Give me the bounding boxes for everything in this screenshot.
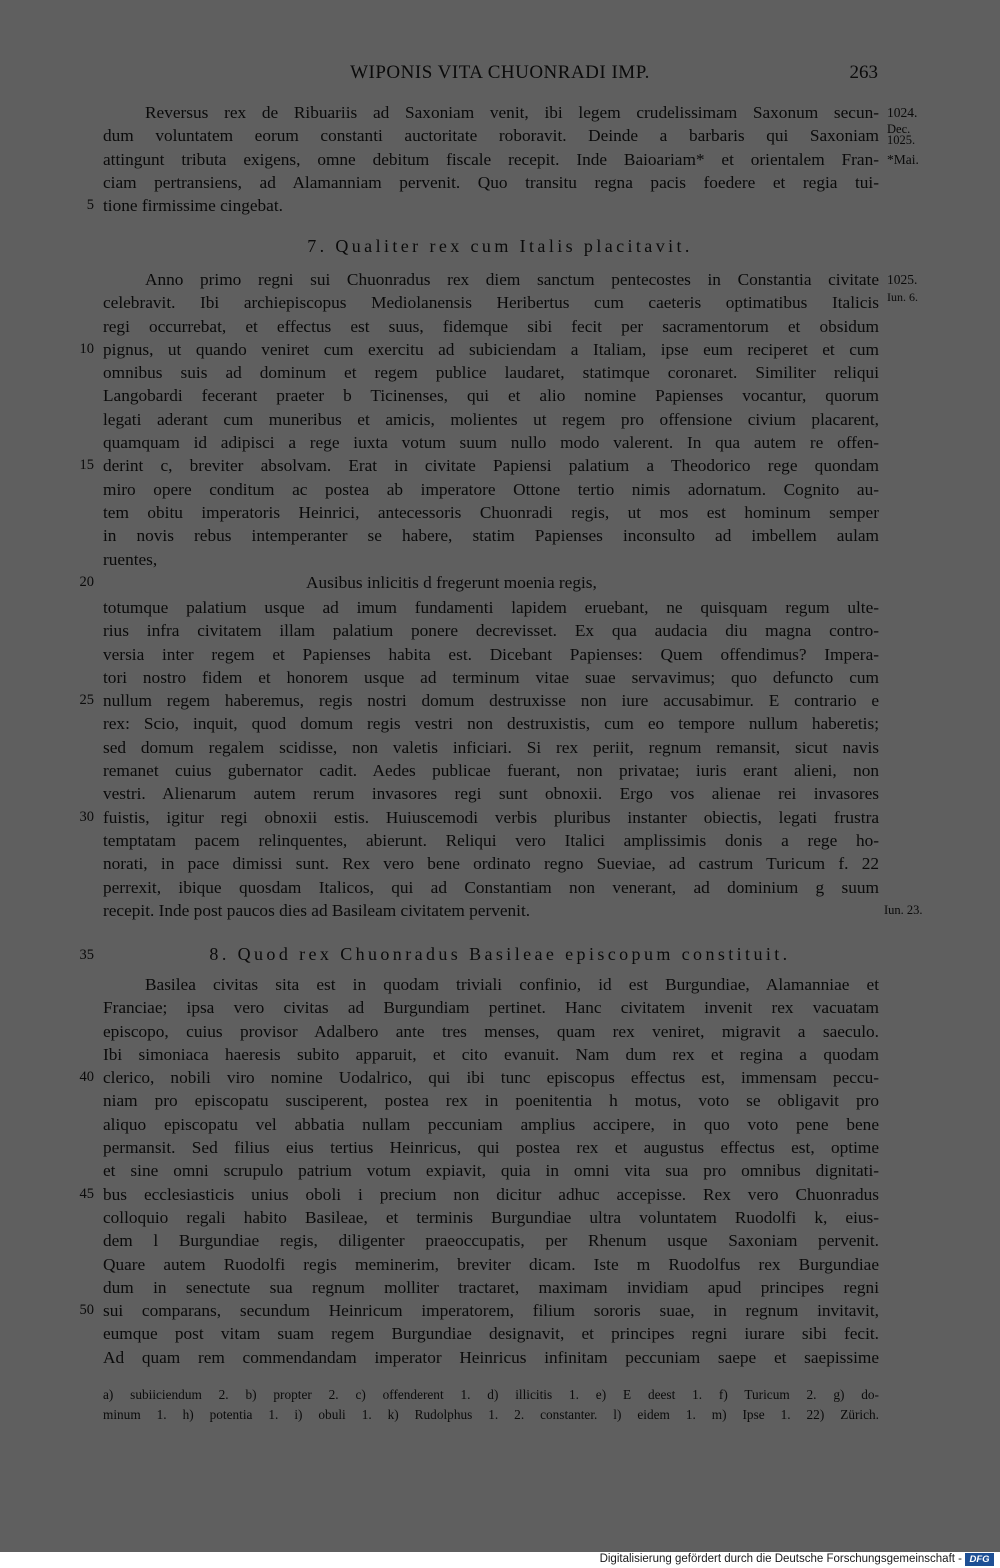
- paragraph-2: [0, 268, 1000, 571]
- funding-notice: Digitalisierung gefördert durch die Deutsche Forschungsgemeinschaft -: [599, 1553, 962, 1565]
- text-line: permansit. Sed filius eius tertius Heinricus, qui postea rex et augustus effectus est, optime: [103, 1138, 879, 1158]
- text-line: legati aderant cum muneribus et amicis, molientes ut regem pro offensione civium placarent,: [103, 409, 879, 429]
- footnotes: [103, 1385, 879, 1425]
- text-line: Franciae; ipsa vero civitas ad Burgundiam pertinet. Hanc civitatem invenit rex vacuatam: [103, 998, 879, 1018]
- text-line: fuistis, igitur regi obnoxii estis. Huiuscemodi verbis pluribus instanter obiectis, legati frustra: [103, 807, 879, 827]
- text-line: in novis rebus intemperanter se habere, statim Papienses inconsulto ad imbellem aulam: [103, 526, 879, 546]
- text-line: tem obitu imperatoris Heinrici, antecessoris Chuonradi regis, ut mos est hominum semper: [103, 502, 879, 522]
- verse-text: Ausibus inlicitis d fregerunt moenia regis,: [306, 573, 597, 592]
- text-line: Quare autem Ruodolfi regis meminerim, breviter dicam. Iste m Ruodolfus rex Burgundiae: [103, 1254, 879, 1274]
- text-line: pignus, ut quando veniret cum exercitu ad subiciendam a Italiam, ipse eum reciperet et cum: [103, 339, 879, 359]
- line-number: 5: [86, 197, 94, 214]
- text-line: dem l Burgundiae regis, diligenter praeoccupatis, per Rhenum usque Saxoniam pervenit.: [103, 1231, 879, 1251]
- page-number: 263: [849, 62, 878, 83]
- text-line: Anno primo regni sui Chuonradus rex diem sanctum pentecostes in Constantia civitate: [145, 270, 879, 289]
- text-line: Ad quam rem commendandam imperator Heinricus infinitam peccuniam saepe et saepissime: [103, 1347, 879, 1367]
- paragraph-4: [0, 973, 1000, 1369]
- text-line: colloquio regali habito Basileae, et terminis Burgundiae ultra voluntatem Ruodolfi k, eius-: [103, 1207, 879, 1227]
- footnote-line: a) subiiciendum 2. b) propter 2. c) offenderent 1. d) illicitis 1. e) E deest 1. f) Turicum 2. g) do-: [103, 1387, 879, 1402]
- line-number: 40: [79, 1069, 94, 1086]
- line-number: 50: [79, 1302, 94, 1319]
- margin-note-date: Iun. 23.: [884, 902, 923, 917]
- line-number: 25: [79, 692, 94, 709]
- dfg-logo: DFG: [965, 1553, 994, 1566]
- text-line: vestri. Alienarum autem rerum invasores regi sunt obnoxii. Ergo vos alienae rei invasores: [103, 784, 879, 804]
- verse-line: [0, 571, 1000, 594]
- text-line: regi occurrebat, et effectus est suus, fidemque sibi fecit per sacramentorum et obsidum: [103, 316, 879, 336]
- section-heading-8: 8. Quod rex Chuonradus Basileae episcopum constituit.: [209, 944, 791, 964]
- line-number: 30: [79, 808, 94, 825]
- text-line: attingunt tributa exigens, omne debitum fiscale recepit. Inde Baioariam* et orientalem Fran-: [103, 149, 879, 169]
- text-line: sui comparans, secundum Heinricum imperatorem, filium sororis suae, in regnum invitavit,: [103, 1301, 879, 1321]
- text-line: totumque palatium usque ad imum fundamenti lapidem eruebant, ne quisquam regum ulte-: [103, 598, 879, 617]
- text-line: Ibi simoniaca haeresis subito apparuit, et cito evanuit. Nam dum rex et regina a quodam: [103, 1044, 879, 1064]
- text-line: Reversus rex de Ribuariis ad Saxoniam venit, ibi legem crudelissimam Saxonum secun-: [145, 103, 879, 122]
- text-line: ruentes,: [103, 549, 158, 569]
- text-line: dum in senectute sua regnum molliter tractaret, maximam invidiam apud principes regni: [103, 1277, 879, 1297]
- text-line: bus ecclesiasticis unius oboli i precium non dicitur adhuc accepisse. Rex vero Chuonradus: [103, 1184, 879, 1204]
- text-line: celebravit. Ibi archiepiscopus Mediolanensis Heribertus cum caeteris optimatibus Italicis: [103, 293, 879, 313]
- footnote-line: minum 1. h) potentia 1. i) obuli 1. k) Rudolphus 1. 2. constanter. l) eidem 1. m) Ipse 1. 22) Zürich.: [103, 1407, 879, 1422]
- text-line: quamquam id adipisci a rege iuxta votum suum nullo modo valerent. In qua autem re offen-: [103, 433, 879, 453]
- text-line: Basilea civitas sita est in quodam triviali confinio, id est Burgundiae, Alamanniae et: [145, 975, 879, 994]
- text-line: miro opere conditum ac postea ab imperatore Ottone tertio nimis adornatum. Cognito au-: [103, 479, 879, 499]
- text-line: perrexit, ibique quosdam Italicos, qui ad Constantiam non venerant, ad dominium g suum: [103, 877, 879, 897]
- running-header: [0, 62, 1000, 90]
- margin-note-date: Iun. 6.: [887, 290, 918, 305]
- running-title: WIPONIS VITA CHUONRADI IMP.: [350, 62, 650, 83]
- text-line: recepit. Inde post paucos dies ad Basileam civitatem pervenit.: [103, 900, 531, 920]
- section-heading-7: 7. Qualiter rex cum Italis placitavit.: [307, 236, 693, 256]
- text-line: rius infra civitatem illam palatium ponere decrevisset. Ex qua audacia diu magna contro-: [103, 621, 879, 641]
- paragraph-1: [0, 101, 1000, 217]
- text-line: norati, in pace dimissi sunt. Rex vero bene ordinato regno Sueviae, ad castrum Turicum f. 22: [103, 854, 879, 874]
- text-line: sed domum regalem scidisse, non valetis inficiari. Si rex periit, regnum remansit, sicut navis: [103, 737, 879, 757]
- text-line: dum voluntatem eorum constanti auctoritate roboravit. Deinde a barbaris qui Saxoniam: [103, 126, 879, 146]
- paragraph-3: [0, 596, 1000, 922]
- margin-note-mai: *Mai.: [887, 151, 919, 167]
- margin-note-year2: 1025.: [887, 133, 916, 148]
- text-line: Langobardi fecerant praeter b Ticinenses, qui et alio nomine Papienses vocantur, quorum: [103, 386, 879, 406]
- text-line: temptatam pacem relinquentes, abierunt. Reliqui vero Italici amplissimis donis a rege ho-: [103, 830, 879, 850]
- text-line: ciam pertransiens, ad Alamanniam pervenit. Quo transitu regna pacis foedere et regia tui-: [103, 172, 879, 192]
- line-number: 35: [79, 947, 94, 963]
- line-number: 15: [79, 457, 94, 474]
- text-line: eumque post vitam suam regem Burgundiae designavit, et principes regni iurare sibi fecit.: [103, 1324, 879, 1344]
- text-line: niam pro episcopatu susciperent, postea rex in poenitentia h motus, voto se obligavit pro: [103, 1091, 879, 1111]
- text-line: versia inter regem et Papienses habita est. Dicebant Papienses: Quem offendimus? Impera-: [103, 644, 879, 664]
- text-line: tione firmissime cingebat.: [103, 196, 283, 216]
- margin-note-year: 1024.: [887, 105, 918, 120]
- text-line: nullum regem haberemus, regis nostri domum destruxisse non iure accusabimur. E contrario e: [103, 691, 879, 711]
- text-line: rex: Scio, inquit, quod domum regis vestri non destruxistis, cum eo tempore nullum haberetis;: [103, 714, 879, 734]
- margin-note-dec: Dec.: [887, 122, 911, 137]
- line-number: 10: [79, 340, 94, 357]
- text-line: tori nostro fidem et honorem usque ad terminum vitae suae servavimus; quo defuncto cum: [103, 667, 879, 687]
- text-line: clerico, nobili viro nomine Uodalrico, qui ibi tunc episcopus effectus est, immensam peccu-: [103, 1068, 879, 1088]
- line-number: 45: [79, 1185, 94, 1202]
- text-line: et sine omni scrupulo patrium votum expiavit, quia in omni vita sua pro omnibus dignitati-: [103, 1161, 879, 1181]
- text-line: episcopo, cuius provisor Adalbero ante tres menses, quam rex veniret, migravit a saeculo.: [103, 1021, 879, 1041]
- text-line: derint c, breviter absolvam. Erat in civitate Papiensi palatium a Theodorico rege quondam: [103, 456, 879, 476]
- text-line: omnibus suis ad dominum et regem publice laudaret, statimque coronaret. Similiter reliqui: [103, 363, 879, 383]
- line-number: 20: [79, 574, 94, 590]
- text-line: aliquo episcopatu vel abbatia nullam peccuniam amplius accipere, in quo voto pene bene: [103, 1114, 879, 1134]
- margin-note-year: 1025.: [887, 272, 918, 287]
- text-line: remanet cuius gubernator cadit. Aedes publicae fuerant, non privatae; iuris erant alieni, non: [103, 761, 879, 781]
- footer-bar: [0, 1552, 1000, 1568]
